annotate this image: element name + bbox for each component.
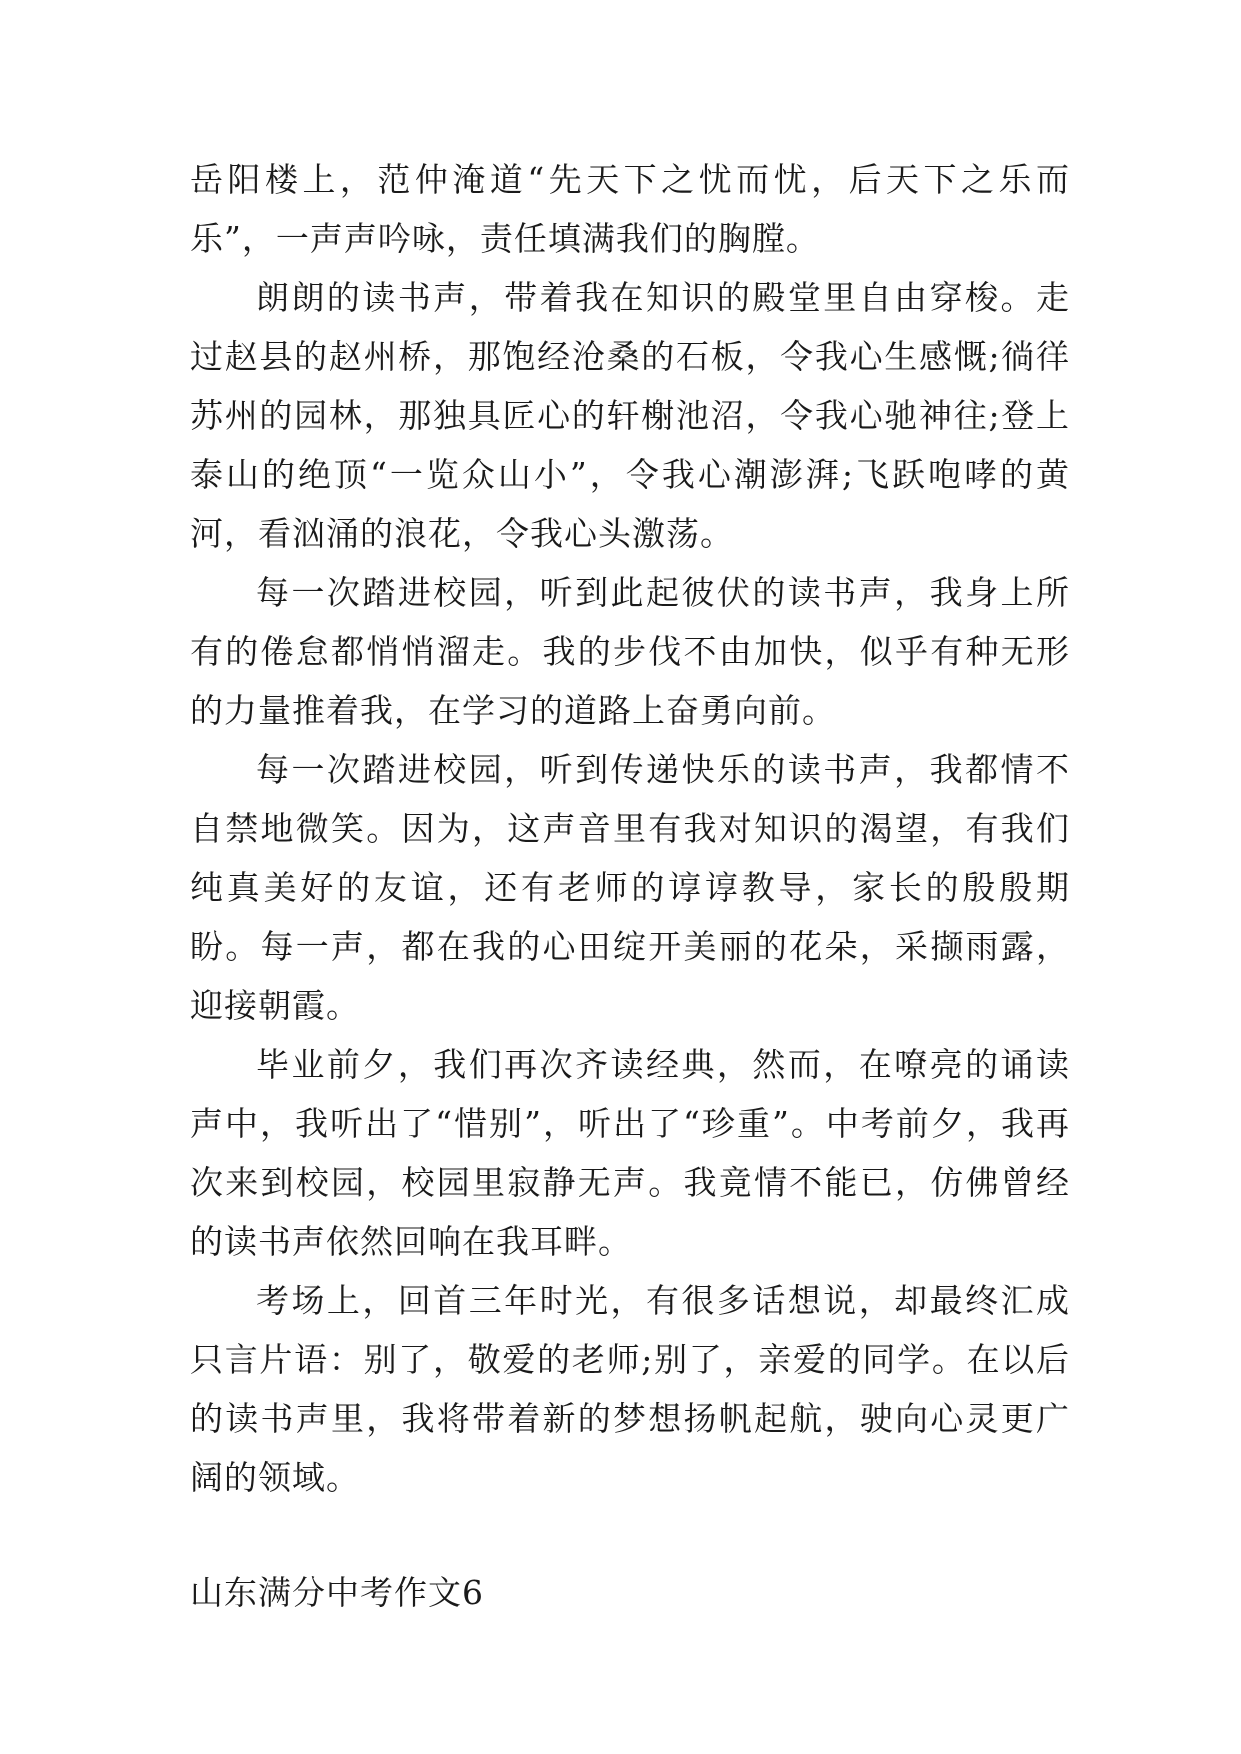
document-page <box>190 150 1070 1622</box>
paragraph: 每一次踏进校园，听到传递快乐的读书声，我都情不自禁地微笑。因为，这声音里有我对知识的渴望，有我们纯真美好的友谊，还有老师的谆谆教导，家长的殷殷期盼。每一声，都在我的心田绽开美丽的花朵，采撷雨露，迎接朝霞。 <box>190 750 1070 1025</box>
paragraph: 考场上，回首三年时光，有很多话想说，却最终汇成只言片语：别了，敬爱的老师;别了，亲爱的同学。在以后的读书声里，我将带着新的梦想扬帆起航，驶向心灵更广阔的领域。 <box>190 1281 1070 1497</box>
paragraph: 毕业前夕，我们再次齐读经典，然而，在嘹亮的诵读声中，我听出了“惜别”，听出了“珍重”。中考前夕，我再次来到校园，校园里寂静无声。我竟情不能已，仿佛曾经的读书声依然回响在我耳畔。 <box>190 1045 1070 1261</box>
paragraph-continuation: 岳阳楼上，范仲淹道“先天下之忧而忧，后天下之乐而乐”，一声声吟咏，责任填满我们的胸膛。 <box>190 160 1070 258</box>
section-heading: 山东满分中考作文6 <box>190 1573 484 1612</box>
paragraph: 朗朗的读书声，带着我在知识的殿堂里自由穿梭。走过赵县的赵州桥，那饱经沧桑的石板，令我心生感慨;徜徉苏州的园林，那独具匠心的轩榭池沼，令我心驰神往;登上泰山的绝顶“一览众山小”，令我心潮澎湃;飞跃咆哮的黄河，看汹涌的浪花，令我心头激荡。 <box>190 278 1070 553</box>
paragraph: 每一次踏进校园，听到此起彼伏的读书声，我身上所有的倦怠都悄悄溜走。我的步伐不由加快，似乎有种无形的力量推着我，在学习的道路上奋勇向前。 <box>190 573 1070 730</box>
